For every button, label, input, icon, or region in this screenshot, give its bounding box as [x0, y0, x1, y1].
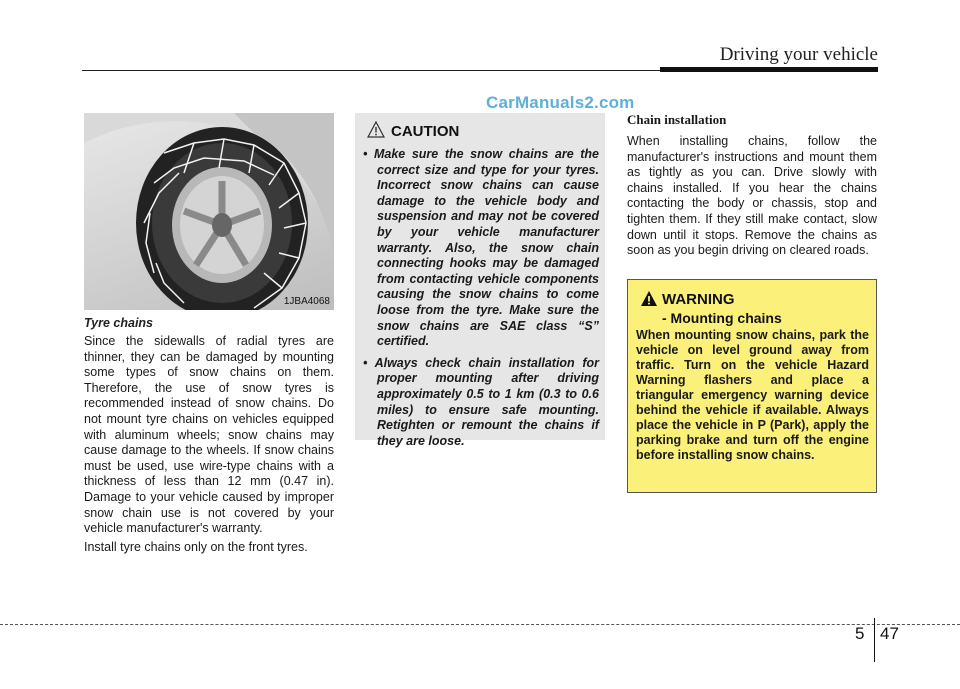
caution-item: • Always check chain installation for proper mounting after driving approximately 0.5 to 1 km (0.3 to 0.6 miles) to ensure safe mounting. Retighten or remount the chains if they are loose. [363, 355, 600, 448]
caution-item-text: Always check chain installation for proper mounting after driving approximately 0.5 to 1 km (0.3 to 0.6 miles) to ensure safe mounting. Retighten or remount the chains if they are loose. [374, 355, 600, 448]
page-header-title: Driving your vehicle [719, 44, 878, 65]
watermark-link[interactable]: CarManuals2.com [486, 93, 635, 112]
caution-box [355, 113, 605, 448]
caution-list [363, 147, 599, 455]
warning-title: WARNING [662, 291, 735, 308]
chain-installation-heading: Chain installation [627, 112, 727, 127]
chain-installation-paragraph: When installing chains, follow the manufacturer's instructions and mount them as tightly as you can. Drive slowly with chains installed. If you hear the chains contacting the body or chassis, stop and tighten them. If they still make contact, slow down until it stops. Remove the chains as soon as you begin driving on cleared roads. [627, 134, 877, 258]
tyre-chains-front-note: Install tyre chains only on the front tyres. [84, 539, 308, 554]
section-number: 5 [855, 624, 865, 643]
tyre-chain-photo [84, 113, 334, 310]
warning-triangle-icon [640, 290, 658, 307]
chain-installation-section [627, 112, 877, 262]
caution-item-text: Make sure the snow chains are the correct size and type for your tyres. Incorrect snow chains can cause damage to the vehicle body and suspension and may not be covered by your vehicle manufacturer warranty. Also, the snow chain connecting hooks may be damaged from contacting vehicle components causing the snow chains to come loose from the tyre. Make sure the snow chains are SAE class “S” certified. [373, 147, 599, 349]
caution-triangle-icon [367, 121, 385, 139]
tyre-chains-heading: Tyre chains [84, 316, 154, 330]
tyre-chain-illustration [84, 113, 334, 310]
footer-rule [0, 624, 960, 625]
caution-item: • Make sure the snow chains are the correct size and type for your tyres. Incorrect snow chains can cause damage to the vehicle body and suspension and may not be covered by your vehicle manufacturer warranty. Also, the snow chain connecting hooks may be damaged from contacting vehicle components causing the snow chains to come loose from the tyre. Make sure the snow chains are SAE class “S” certified. [363, 147, 599, 349]
tyre-chains-section [84, 316, 334, 558]
tyre-chains-paragraph: Since the sidewalls of radial tyres are thinner, they can be damaged by mounting some types of snow chains on them. Therefore, the use of snow tyres is recommended instead of snow chains. Do not mount tyre chains on vehicles equipped with aluminum wheels; snow chains may cause damage to the wheels. If snow chains must be used, use wire-type chains with a thickness of less than 12 mm (0.47 in). Damage to your vehicle caused by improper snow chain use is not covered by your vehicle manufacturer's warranty. [84, 334, 334, 536]
warning-box [627, 279, 877, 493]
figure-code: 1JBA4068 [283, 296, 330, 307]
warning-subtitle: - Mounting chains [662, 310, 782, 326]
caution-title: CAUTION [391, 123, 460, 140]
page-number-divider [874, 618, 875, 662]
header-rule-thick [660, 67, 878, 72]
page-number: 47 [880, 624, 899, 643]
header-rule-thin [82, 70, 660, 71]
warning-text: When mounting snow chains, park the vehicle on level ground away from traffic. Turn on the vehicle Hazard Warning flashers and place a triangular emergency warning device behind the vehicle if available. Always place the vehicle in P (Park), apply the parking brake and turn off the engine before installing snow chains. [636, 328, 869, 462]
